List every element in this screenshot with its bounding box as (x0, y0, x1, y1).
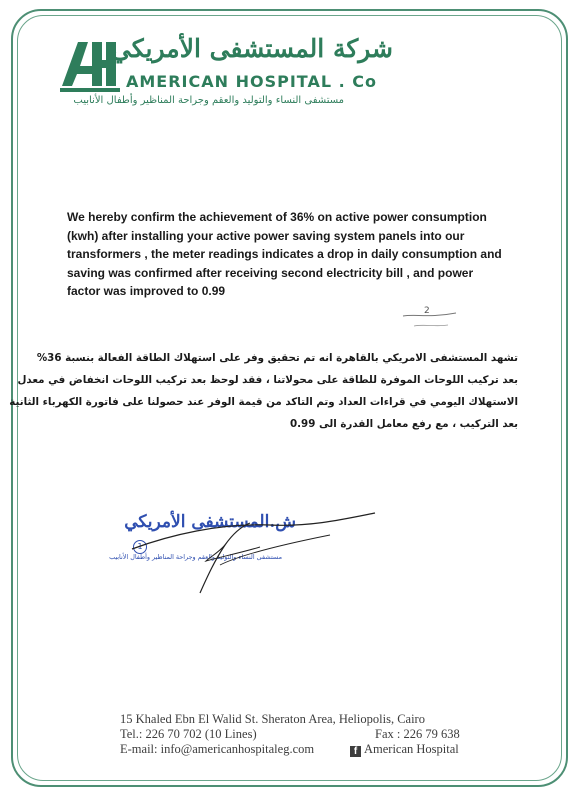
footer-address: 15 Khaled Ebn El Walid St. Sheraton Area, Heliopolis, Cairo (120, 712, 425, 726)
footer-fax: Fax : 226 79 638 (375, 727, 460, 741)
footer-facebook (350, 742, 459, 757)
footer-facebook-label: American Hospital (364, 742, 459, 756)
handwritten-signature (130, 505, 380, 595)
page-mark-number: 2 (424, 306, 430, 316)
hospital-arabic-name: شركة المستشفى الأمريكي (110, 34, 393, 63)
letter-body-arabic (9, 347, 518, 435)
arabic-line-3: الاستهلاك اليومي في قراءات العداد وتم التاكد من قيمة الوفر عند حصولنا على فاتورة الكهرباء الثانية (9, 396, 518, 408)
footer-email: E-mail: info@americanhospitaleg.com (120, 742, 315, 756)
stamp-number-badge: 1 (133, 540, 147, 554)
letter-body-english: We hereby confirm the achievement of 36% on active power consumption (kwh) after installing your active power saving system panels into our transformers , the meter readings indicates a drop in daily consumption and saving was confirmed after receiving second electricity bill , and power factor was improved to 0.99 (67, 210, 502, 298)
arabic-line-1: تشهد المستشفى الامريكي بالقاهرة انه تم تحقيق وفر على استهلاك الطاقة الفعالة بنسبة 36% (36, 352, 518, 364)
hospital-arabic-tagline: مستشفى النساء والتوليد والعقم وجراحة المناظير وأطفال الأنابيب (73, 95, 344, 106)
footer-tel: Tel.: 226 70 702 (10 Lines) (120, 727, 257, 741)
facebook-icon: f (350, 746, 361, 757)
stamp-tagline: مستشفى النساء والتوليد والعقم وجراحة المناظير وأطفال الأنابيب (109, 553, 282, 561)
hospital-latin-name: AMERICAN HOSPITAL . Co (126, 72, 377, 91)
stamp-hospital-name: ش.المستشفى الأمريكي (124, 512, 296, 532)
arabic-line-4: بعد التركيب ، مع رفع معامل القدرة الى 0.99 (289, 418, 518, 430)
arabic-line-2: بعد تركيب اللوحات الموفرة للطاقة على محولاتنا ، فقد لوحظ بعد تركيب اللوحات انخفاض في معدل (17, 374, 518, 386)
handwritten-page-mark (400, 300, 460, 334)
